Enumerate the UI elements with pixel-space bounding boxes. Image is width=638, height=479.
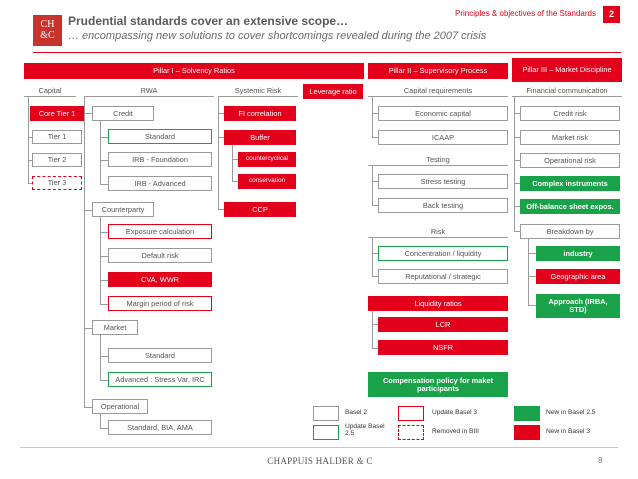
pillar-1-header: Pillar I – Solvency Ratios [24, 63, 364, 79]
legend-new-basel3: New in Basel 3 [546, 428, 590, 435]
systemic-buffer: Buffer [224, 130, 296, 145]
legend-swatch-update-basel3 [398, 406, 424, 421]
logo-text: CH &C [40, 19, 55, 41]
p3-credit-risk: Credit risk [520, 106, 620, 121]
legend-swatch-basel2 [313, 406, 339, 421]
capital-tier-3: Tier 3 [32, 176, 82, 190]
market-advanced: Advanced : Stress Var, IRC [108, 372, 212, 387]
buffer-conservation: conservation [238, 174, 296, 189]
page-number: 8 [598, 456, 603, 465]
logo [33, 15, 62, 46]
page-title: Prudential standards cover an extensive scope… [68, 14, 349, 28]
legend-basel2: Basel 2 [345, 409, 367, 416]
rwa-operational: Operational [92, 399, 148, 414]
systemic-ccp: CCP [224, 202, 296, 217]
lcr: LCR [378, 317, 508, 332]
systemic-fi-correlation: FI correlation [224, 106, 296, 121]
header-divider [33, 52, 621, 53]
legend-new-basel25: New in Basel 2.5 [546, 409, 596, 416]
p3-market-risk: Market risk [520, 130, 620, 145]
rwa-market: Market [92, 320, 138, 335]
legend-swatch-new-basel3 [514, 425, 540, 440]
breakdown-by: Breakdown by [520, 224, 620, 239]
counterparty-margin-period-of-risk: Margin period of risk [108, 296, 212, 311]
footer-brand: CHAPPUIS HALDER & C [267, 456, 373, 466]
breakdown-approach: Approach (IRBA, STD) [536, 294, 620, 318]
credit-standard: Standard [108, 129, 212, 144]
rwa-column-header: RWA [84, 85, 214, 97]
systemic-risk-column-header: Systemic Risk [218, 85, 298, 97]
leverage-ratio: Leverage ratio [303, 84, 363, 99]
reputational-strategic: Reputational / strategic [378, 269, 508, 284]
legend-swatch-update-basel25 [313, 425, 339, 440]
rwa-trunk [84, 97, 85, 407]
capital-tier-2: Tier 2 [32, 153, 82, 167]
counterparty-cva-wwr: CVA, WWR [108, 272, 212, 287]
p3-off-balance-sheet: Off-balance sheet expos. [520, 199, 620, 214]
risk-header: Risk [368, 226, 508, 238]
buffer-countercyclical: countercyclical [238, 152, 296, 167]
pillar-2-header: Pillar II – Supervisory Process [368, 63, 508, 79]
capital-connector [28, 97, 29, 183]
concentration-liquidity: Concentration / liquidity [378, 246, 508, 261]
back-testing: Back testing [378, 198, 508, 213]
breakdown-geographic-area: Geographic area [536, 269, 620, 284]
footer-divider [20, 447, 618, 448]
stress-testing: Stress testing [378, 174, 508, 189]
p3-operational-risk: Operational risk [520, 153, 620, 168]
rwa-counterparty: Counterparty [92, 202, 154, 217]
credit-irb-advanced: IRB - Advanced [108, 176, 212, 191]
legend-swatch-removed-b3 [398, 425, 424, 440]
counterparty-default-risk: Default risk [108, 248, 212, 263]
capital-core-tier-1: Core Tier 1 [30, 106, 84, 121]
economic-capital: Economic capital [378, 106, 508, 121]
breakdown-industry: industry [536, 246, 620, 261]
operational-standard-bia-ama: Standard, BIA, AMA [108, 420, 212, 435]
capital-column-header: Capital [24, 85, 76, 97]
section-number: 2 [608, 9, 614, 19]
p3-complex-instruments: Complex instruments [520, 176, 620, 191]
liquidity-ratios: Liquidity ratios [368, 296, 508, 311]
section-number-badge [603, 6, 620, 23]
pillar-3-header: Pillar III – Market Discipline [512, 58, 622, 82]
page-subtitle: … encompassing new solutions to cover shortcomings revealed during the 2007 crisis [68, 30, 487, 42]
testing-header: Testing [368, 154, 508, 166]
legend-swatch-new-basel25 [514, 406, 540, 421]
capital-tier-1: Tier 1 [32, 130, 82, 144]
icaap: ICAAP [378, 130, 508, 145]
rwa-credit: Credit [92, 106, 154, 121]
counterparty-exposure-calculation: Exposure calculation [108, 224, 212, 239]
compensation-policy: Compensation policy for maket participants [368, 372, 508, 397]
capital-requirements-header: Capital requirements [368, 85, 508, 97]
section-title: Principles & objectives of the Standards [455, 9, 596, 18]
nsfr: NSFR [378, 340, 508, 355]
legend-removed-b3: Removed in BIII [432, 428, 479, 435]
credit-irb-foundation: IRB - Foundation [108, 152, 212, 167]
legend-update-basel25: Update Basel 2.5 [345, 423, 385, 437]
market-standard: Standard [108, 348, 212, 363]
financial-communication-header: Financial communication [512, 85, 622, 97]
legend-update-basel3: Update Basel 3 [432, 409, 478, 416]
